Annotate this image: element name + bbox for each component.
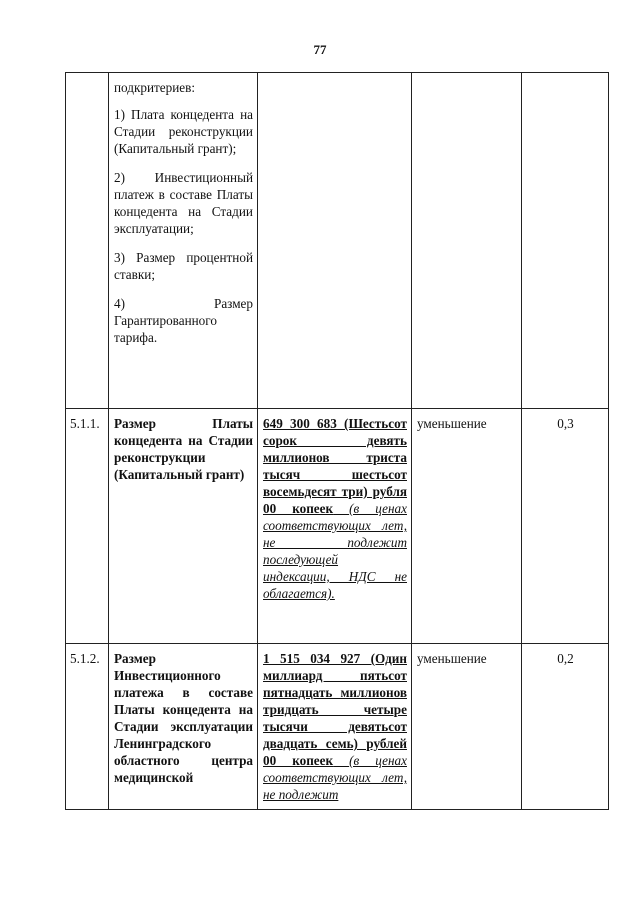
table-row — [66, 73, 609, 409]
page-number: 77 — [313, 42, 327, 57]
criterion-name: Размер Платы концедента на Стадии реконструкции (Капитальный грант) — [109, 409, 258, 644]
row-number: 5.1.2. — [66, 644, 109, 810]
subcriteria-item: 3) Размер процентной ставки; — [114, 250, 253, 282]
direction-cell — [412, 73, 522, 409]
subcriteria-item: 1) Плата концедента на Стадии реконструкции (Капитальный грант); — [114, 107, 253, 156]
criteria-table — [65, 72, 609, 810]
row-number: 5.1.1. — [66, 409, 109, 644]
subcriteria-list — [109, 73, 258, 409]
amount-value: 1 515 034 927 (Один миллиард пятьсот пятнадцать миллионов тридцать четыре тысячи девятьсот двадцать семь) рублей 00 копеек — [263, 651, 407, 768]
subcriteria-item: 2) Инвестиционный платеж в составе Платы концедента на Стадии эксплуатации; — [114, 170, 253, 236]
weight: 0,3 — [522, 409, 609, 644]
table-row — [66, 644, 609, 810]
table-row — [66, 409, 609, 644]
direction: уменьшение — [412, 409, 522, 644]
amount-cell — [258, 409, 412, 644]
amount-note: (в ценах соответствующих лет, не подлежит последующей индексации, НДС не облагается). — [263, 501, 407, 601]
number-cell — [66, 73, 109, 409]
amount-note: (в ценах соответствующих лет, не подлежит — [263, 753, 407, 802]
subcriteria-item: 4) Размер Гарантированного тарифа. — [114, 296, 253, 345]
criterion-name: Размер Инвестиционного платежа в составе Платы концедента на Стадии эксплуатации Ленинградского областного центра медицинской — [109, 644, 258, 810]
subcriteria-lead: подкритериев: — [114, 80, 196, 95]
amount-value: 649 300 683 (Шестьсот сорок девять миллионов триста тысяч шестьсот восемьдесят три) рубля 00 копеек — [263, 416, 407, 516]
direction: уменьшение — [412, 644, 522, 810]
weight-cell — [522, 73, 609, 409]
weight: 0,2 — [522, 644, 609, 810]
amount-cell — [258, 73, 412, 409]
amount-cell — [258, 644, 412, 810]
